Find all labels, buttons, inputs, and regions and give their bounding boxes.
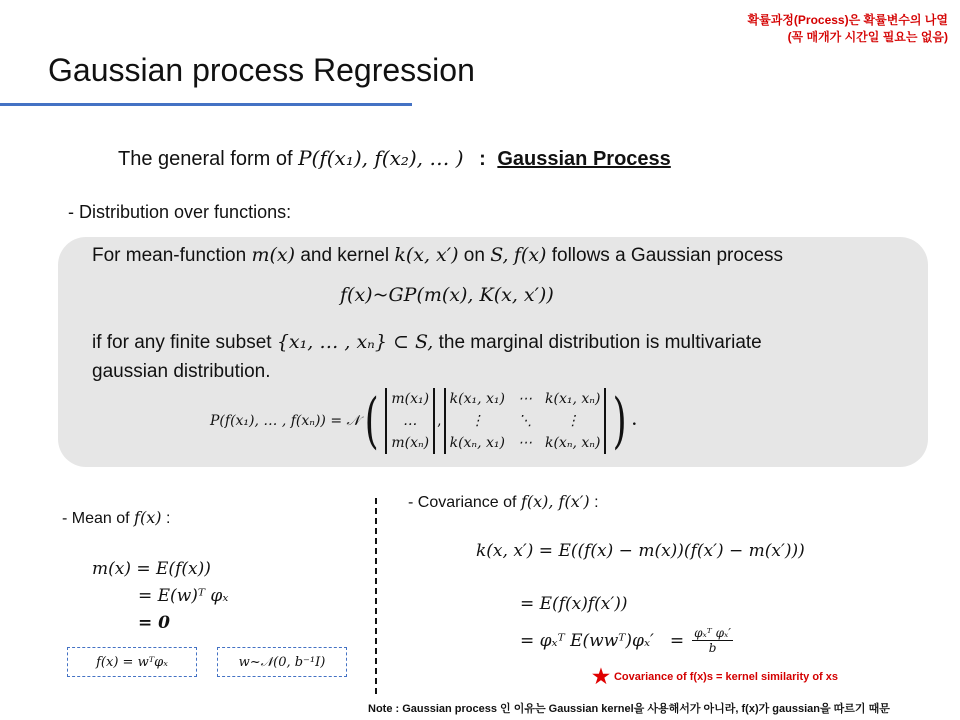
fraction-denominator: b: [708, 641, 717, 655]
mean-eq-1: m(x) = E(f(x)): [92, 559, 211, 579]
kernel-similarity-note: [592, 664, 838, 689]
cov-entry: ⋮: [470, 413, 485, 429]
cov-entry: ⋱: [517, 413, 532, 429]
covariance-eq-1: k(x, x′) = E((f(x) − m(x))(f(x′) − m(x′))): [476, 541, 805, 561]
cov-label-colon: :: [594, 494, 599, 511]
bottom-note: Note : Gaussian process 인 이유는 Gaussian kernel을 사용해서가 아니라, f(x)가 gaussian을 따르기 때문: [368, 703, 890, 715]
mean-eq-3: = 0: [138, 613, 170, 633]
mean-label-text: - Mean of: [62, 510, 130, 527]
covariance-eq-3: [520, 626, 733, 655]
def-text-c: on: [463, 245, 485, 266]
def-text-b: and kernel: [300, 245, 390, 266]
mean-vec-entry: …: [403, 413, 418, 429]
top-note: [748, 12, 948, 46]
def-text-f: the marginal distribution is multivariate: [438, 332, 762, 353]
mean-equations: [92, 556, 228, 637]
fraction-numerator: φₓᵀ φₓ′: [694, 626, 731, 640]
mean-vec-entry: m(x₁): [391, 391, 430, 407]
def-text-d: follows a Gaussian process: [551, 245, 784, 266]
mean-vector: [385, 388, 435, 454]
definition-line1: [92, 244, 783, 267]
open-paren: (: [364, 386, 379, 456]
distribution-label: - Distribution over functions:: [68, 202, 292, 222]
cov-entry: k(x₁, xₙ): [545, 391, 601, 407]
cov-entry: ⋯: [517, 391, 532, 407]
gaussian-process-label: Gaussian Process: [497, 148, 671, 170]
period: .: [631, 413, 637, 429]
cov-entry: k(xₙ, x₁): [449, 435, 505, 451]
kernel-fraction: [692, 626, 733, 655]
kernel-function: k(x, x′): [394, 244, 459, 266]
covariance-eq-2: = E(f(x)f(x′)): [520, 594, 628, 614]
cov-entry: k(x₁, x₁): [449, 391, 505, 407]
general-form-expr: P(f(x₁), f(x₂), … ): [298, 146, 464, 170]
cov-entry: ⋮: [565, 413, 580, 429]
joint-distribution-equation: [210, 388, 637, 454]
title-underline: [0, 103, 412, 106]
mean-function: m(x): [251, 244, 296, 266]
gp-equation: f(x)~GP(m(x), K(x, x′)): [340, 284, 554, 306]
mean-label: [62, 508, 170, 528]
star-icon: ★: [592, 666, 610, 688]
joint-lhs: P(f(x₁), … , f(xₙ)) = 𝒩: [210, 413, 360, 429]
star-note-text: Covariance of f(x)s = kernel similarity of xs: [613, 670, 838, 683]
cov-eq3-text: = φₓᵀ E(wwᵀ)φₓ′: [520, 630, 654, 651]
cov-entry: k(xₙ, xₙ): [544, 435, 601, 451]
page-title: Gaussian process Regression: [48, 52, 475, 88]
comma: ,: [437, 413, 442, 429]
finite-subset: {x₁, … , xₙ} ⊂ S,: [276, 331, 434, 353]
definition-line2: [92, 331, 762, 354]
cov-entry: ⋯: [517, 435, 532, 451]
mean-label-colon: :: [165, 510, 171, 527]
section-divider: [375, 498, 377, 694]
close-paren: ): [613, 386, 628, 456]
def-fx: f(x): [513, 244, 547, 266]
general-form-line: [118, 146, 671, 171]
general-form-colon: :: [479, 148, 486, 170]
def-text-a: For mean-function: [92, 245, 247, 266]
mean-vec-entry: m(xₙ): [391, 435, 430, 451]
set-s: S,: [490, 244, 509, 266]
mean-eq-2: = E(w)ᵀ φₓ: [138, 586, 229, 606]
fx-definition-box: f(x) = wᵀφₓ: [67, 647, 197, 677]
covariance-label: [408, 492, 599, 512]
def-text-e: if for any finite subset: [92, 332, 272, 353]
covariance-matrix: [444, 388, 607, 454]
top-note-line2: (꼭 매개가 시간일 필요는 없음): [787, 30, 948, 44]
definition-line3: gaussian distribution.: [92, 361, 271, 382]
cov-label-text: - Covariance of: [408, 494, 517, 511]
w-prior-box: w~𝒩(0, b⁻¹I): [217, 647, 347, 677]
top-note-line1: 확률과정(Process)은 확률변수의 나열: [747, 13, 948, 27]
general-form-prefix: The general form of: [118, 148, 293, 170]
mean-label-fx: f(x): [134, 508, 162, 527]
cov-eq3-equals: =: [669, 630, 685, 651]
cov-label-expr: f(x), f(x′): [520, 492, 590, 511]
